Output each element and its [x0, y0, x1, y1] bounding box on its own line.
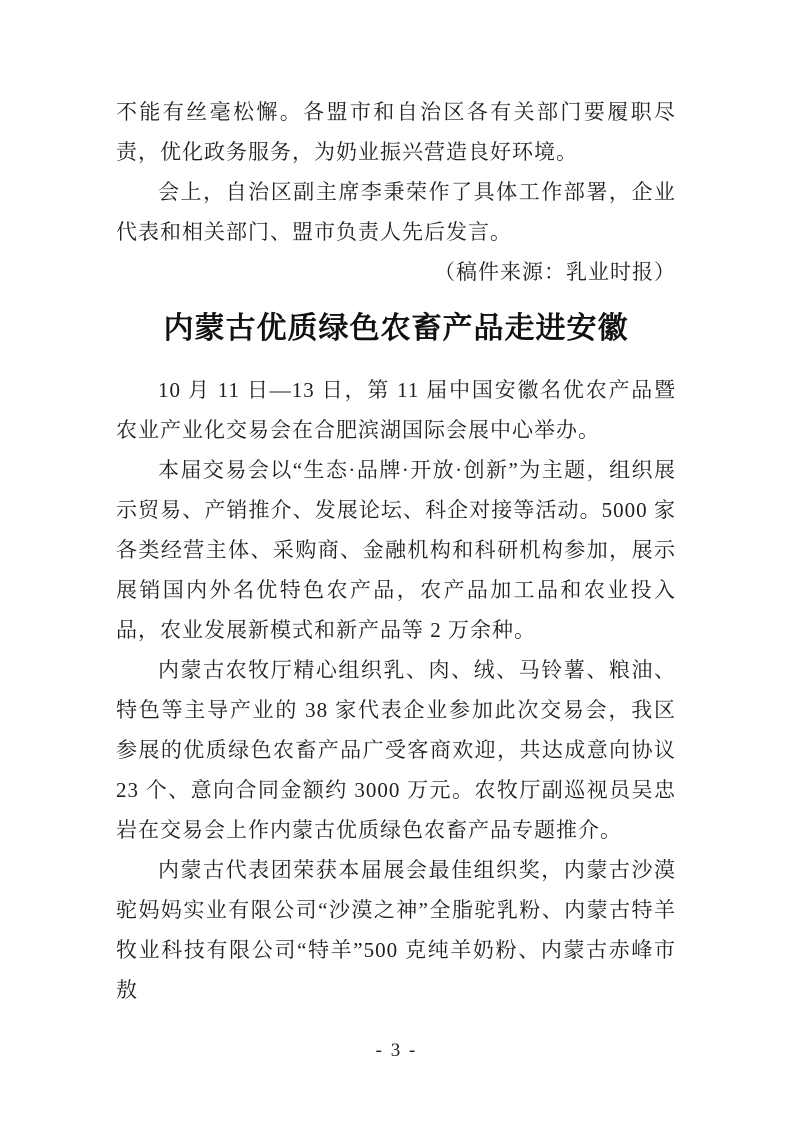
document-body — [116, 92, 676, 1010]
article-title: 内蒙古优质绿色农畜产品走进安徽 — [163, 312, 629, 345]
paragraph: 内蒙古农牧厅精心组织乳、肉、绒、马铃薯、粮油、特色等主导产业的 38 家代表企业参加此次交易会，我区参展的优质绿色农畜产品广受客商欢迎，共达成意向协议 23 个、意向合同金额约 3000 万元。农牧厅副巡视员吴忠岩在交易会上作内蒙古优质绿色农畜产品专题推介。 — [116, 658, 676, 842]
paragraph: 本届交易会以“生态·品牌·开放·创新”为主题，组织展示贸易、产销推介、发展论坛、科企对接等活动。5000 家各类经营主体、采购商、金融机构和科研机构参加，展示展销国内外名优特色农产品，农产品加工品和农业投入品，农业发展新模式和新产品等 2 万余种。 — [116, 458, 676, 642]
paragraph-speech: 会上，自治区副主席李秉荣作了具体工作部署，企业代表和相关部门、盟市负责人先后发言。 — [116, 180, 676, 244]
page-number: - 3 - — [375, 1040, 418, 1061]
paragraph: 内蒙古代表团荣获本届展会最佳组织奖，内蒙古沙漠驼妈妈实业有限公司“沙漠之神”全脂驼乳粉、内蒙古特羊牧业科技有限公司“特羊”500 克纯羊奶粉、内蒙古赤峰市敖 — [116, 858, 676, 1002]
paragraph: 10 月 11 日—13 日，第 11 届中国安徽名优农产品暨农业产业化交易会在合肥滨湖国际会展中心举办。 — [116, 378, 676, 442]
paragraph-continuation: 不能有丝毫松懈。各盟市和自治区各有关部门要履职尽责，优化政务服务，为奶业振兴营造良好环境。 — [116, 100, 676, 164]
source-attribution: （稿件来源：乳业时报） — [434, 260, 676, 284]
